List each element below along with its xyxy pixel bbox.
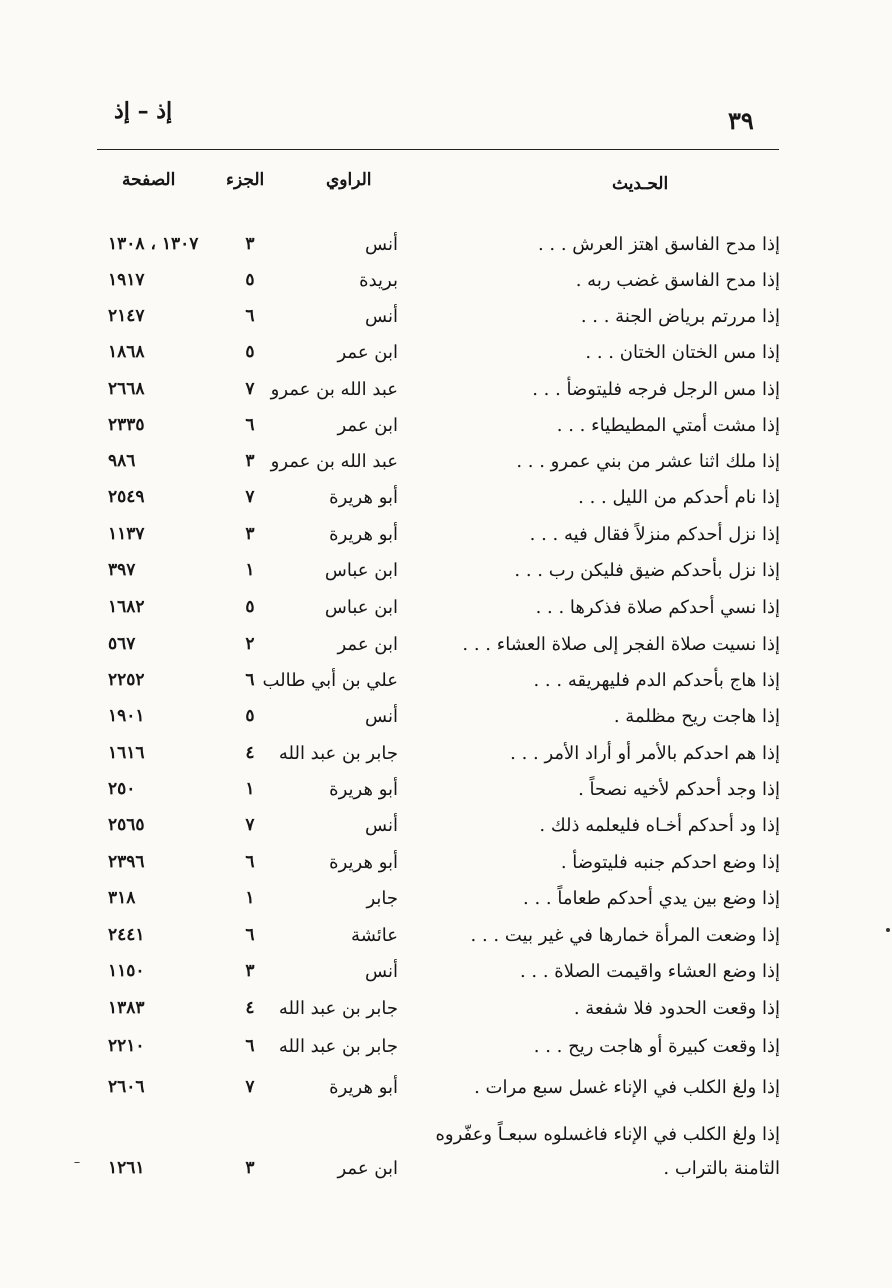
rawi: عبد الله بن عمرو bbox=[270, 379, 398, 400]
juz: ٧ bbox=[245, 815, 255, 835]
rawi: أبو هريرة bbox=[329, 852, 398, 873]
juz: ٦ bbox=[245, 415, 255, 435]
table-row bbox=[0, 560, 892, 596]
rawi: ابن عمر bbox=[337, 342, 398, 363]
juz: ٦ bbox=[245, 852, 255, 872]
table-row bbox=[0, 634, 892, 670]
rawi: ابن عمر bbox=[337, 634, 398, 655]
table-row bbox=[0, 743, 892, 779]
hadith-text: إذا هم احدكم بالأمر أو أراد الأمر . . . bbox=[510, 743, 780, 764]
hadith-text: إذا مس الرجل فرجه فليتوضأ . . . bbox=[532, 379, 780, 400]
juz: ٣ bbox=[245, 1158, 255, 1178]
juz: ٥ bbox=[245, 597, 255, 617]
hadith-text-line-1: إذا ولغ الكلب في الإناء فاغسلوه سبعـاً وعفّروه bbox=[435, 1124, 780, 1145]
hadith-text: إذا نزل أحدكم منزلاً فقال فيه . . . bbox=[529, 524, 780, 545]
juz: ٣ bbox=[245, 961, 255, 981]
juz: ٤ bbox=[245, 998, 255, 1018]
hadith-text: إذا وقعت الحدود فلا شفعة . bbox=[573, 998, 780, 1019]
table-row bbox=[0, 815, 892, 851]
rawi: جابر بن عبد الله bbox=[278, 743, 398, 764]
page-ref: ١١٥٠ bbox=[108, 961, 145, 981]
rawi: أنس bbox=[365, 306, 398, 327]
juz: ٧ bbox=[245, 379, 255, 399]
juz: ٣ bbox=[245, 524, 255, 544]
page-ref: ٢٦٦٨ bbox=[108, 379, 145, 399]
page-ref: ١٣٠٧ ، ١٣٠٨ bbox=[108, 234, 199, 254]
page-ref: ٢٥٠ bbox=[108, 779, 136, 799]
rawi: ابن عباس bbox=[324, 597, 398, 618]
juz: ٦ bbox=[245, 925, 255, 945]
page-ref: ٢٦٠٦ bbox=[108, 1077, 145, 1097]
hadith-text: إذا وضعت المرأة خمارها في غير بيت . . . bbox=[470, 925, 780, 946]
page-ref: ١١٣٧ bbox=[108, 524, 145, 544]
hadith-text: إذا هاجت ريح مظلمة . bbox=[613, 706, 780, 727]
rawi: أنس bbox=[365, 234, 398, 255]
page-ref: ٢١٤٧ bbox=[108, 306, 145, 326]
page-ref: ١٨٦٨ bbox=[108, 342, 145, 362]
page-ref: ٣٩٧ bbox=[108, 560, 136, 580]
table-row bbox=[0, 706, 892, 742]
juz: ٦ bbox=[245, 670, 255, 690]
table-row bbox=[0, 415, 892, 451]
page-ref: ٢٢٥٢ bbox=[108, 670, 145, 690]
scan-speck bbox=[886, 928, 890, 932]
juz: ٦ bbox=[245, 1036, 255, 1056]
hadith-text: إذا ملك اثنا عشر من بني عمرو . . . bbox=[516, 451, 780, 472]
rawi: علي بن أبي طالب bbox=[262, 670, 398, 691]
table-row bbox=[0, 998, 892, 1034]
hadith-text: إذا مررتم برياض الجنة . . . bbox=[580, 306, 780, 327]
rawi: أبو هريرة bbox=[329, 487, 398, 508]
juz: ١ bbox=[245, 888, 255, 908]
page-ref: ٥٦٧ bbox=[108, 634, 136, 654]
page-ref: ١٣٨٣ bbox=[108, 998, 145, 1018]
page-ref: ١٩٠١ bbox=[108, 706, 145, 726]
table-row bbox=[0, 1077, 892, 1113]
column-header-rawi: الراوي bbox=[326, 170, 372, 190]
table-row bbox=[0, 451, 892, 487]
column-header-page: الصفحة bbox=[122, 170, 176, 190]
column-header-hadith: الحـديث bbox=[612, 174, 669, 194]
column-header-juz: الجزء bbox=[226, 170, 265, 190]
page-ref: ٣١٨ bbox=[108, 888, 136, 908]
table-row bbox=[0, 925, 892, 961]
rawi: أنس bbox=[365, 706, 398, 727]
scan-speck bbox=[74, 1162, 80, 1163]
juz: ٧ bbox=[245, 1077, 255, 1097]
rawi: أنس bbox=[365, 961, 398, 982]
page-ref: ١٢٦١ bbox=[108, 1158, 145, 1178]
page-ref: ٢٢١٠ bbox=[108, 1036, 145, 1056]
hadith-text: إذا مدح الفاسق اهتز العرش . . . bbox=[537, 234, 780, 255]
rawi: جابر بن عبد الله bbox=[278, 998, 398, 1019]
page-ref: ١٦١٦ bbox=[108, 743, 145, 763]
table-row bbox=[0, 379, 892, 415]
table-row bbox=[0, 1036, 892, 1072]
page-ref: ٢٣٩٦ bbox=[108, 852, 145, 872]
page-ref: ١٩١٧ bbox=[108, 270, 145, 290]
table-row bbox=[0, 888, 892, 924]
table-row bbox=[0, 852, 892, 888]
hadith-text: إذا نزل بأحدكم ضيق فليكن رب . . . bbox=[514, 560, 780, 581]
juz: ٧ bbox=[245, 487, 255, 507]
juz: ٣ bbox=[245, 234, 255, 254]
rawi: أبو هريرة bbox=[329, 524, 398, 545]
page-ref: ٢٥٤٩ bbox=[108, 487, 145, 507]
table-row bbox=[0, 961, 892, 997]
juz: ٥ bbox=[245, 270, 255, 290]
rawi: أنس bbox=[365, 815, 398, 836]
juz: ١ bbox=[245, 779, 255, 799]
hadith-text: إذا وضع العشاء واقيمت الصلاة . . . bbox=[519, 961, 780, 982]
rawi: أبو هريرة bbox=[329, 1077, 398, 1098]
hadith-text: إذا نام أحدكم من الليل . . . bbox=[578, 487, 780, 508]
table-row bbox=[0, 597, 892, 633]
rawi: عائشة bbox=[351, 925, 398, 946]
juz: ١ bbox=[245, 560, 255, 580]
hadith-text: إذا هاج بأحدكم الدم فليهريقه . . . bbox=[533, 670, 780, 691]
rawi: بريدة bbox=[359, 270, 398, 291]
table-row bbox=[0, 234, 892, 270]
rawi: جابر bbox=[366, 888, 398, 909]
rawi: أبو هريرة bbox=[329, 779, 398, 800]
rawi: ابن عباس bbox=[324, 560, 398, 581]
page-ref: ٢٥٦٥ bbox=[108, 815, 145, 835]
hadith-text: إذا مس الختان الختان . . . bbox=[585, 342, 780, 363]
rawi: جابر بن عبد الله bbox=[278, 1036, 398, 1057]
hadith-text: إذا وجد أحدكم لأخيه نصحاً . bbox=[578, 779, 780, 800]
juz: ٤ bbox=[245, 743, 255, 763]
table-row bbox=[0, 670, 892, 706]
table-row bbox=[0, 270, 892, 306]
juz: ٦ bbox=[245, 306, 255, 326]
page-ref: ٢٤٤١ bbox=[108, 925, 145, 945]
rawi: ابن عمر bbox=[337, 1158, 398, 1179]
page-ref: ١٦٨٢ bbox=[108, 597, 145, 617]
juz: ٢ bbox=[245, 634, 255, 654]
hadith-text: إذا مشت أمتي المطيطياء . . . bbox=[556, 415, 780, 436]
juz: ٥ bbox=[245, 706, 255, 726]
rawi: عبد الله بن عمرو bbox=[270, 451, 398, 472]
hadith-text-line-2: الثامنة بالتراب . bbox=[663, 1158, 780, 1179]
hadith-text: إذا مدح الفاسق غضب ربه . bbox=[575, 270, 780, 291]
table-row bbox=[0, 524, 892, 560]
page-ref: ٢٣٣٥ bbox=[108, 415, 145, 435]
page-number: ٣٩ bbox=[728, 106, 754, 135]
hadith-text: إذا وضع احدكم جنبه فليتوضأ . bbox=[560, 852, 780, 873]
running-head: إذ – إذ bbox=[114, 98, 173, 124]
table-row bbox=[0, 306, 892, 342]
hadith-text: إذا ود أحدكم أخـاه فليعلمه ذلك . bbox=[539, 815, 780, 836]
hadith-text: إذا وضع بين يدي أحدكم طعاماً . . . bbox=[523, 888, 780, 909]
hadith-text: إذا نسيت صلاة الفجر إلى صلاة العشاء . . . bbox=[462, 634, 780, 655]
hadith-text: إذا نسي أحدكم صلاة فذكرها . . . bbox=[535, 597, 780, 618]
table-row bbox=[0, 487, 892, 523]
table-row bbox=[0, 342, 892, 378]
juz: ٣ bbox=[245, 451, 255, 471]
table-row bbox=[0, 779, 892, 815]
hadith-text: إذا وقعت كبيرة أو هاجت ريح . . . bbox=[533, 1036, 780, 1057]
hadith-text: إذا ولغ الكلب في الإناء غسل سبع مرات . bbox=[474, 1077, 780, 1098]
rawi: ابن عمر bbox=[337, 415, 398, 436]
juz: ٥ bbox=[245, 342, 255, 362]
page-ref: ٩٨٦ bbox=[108, 451, 136, 471]
